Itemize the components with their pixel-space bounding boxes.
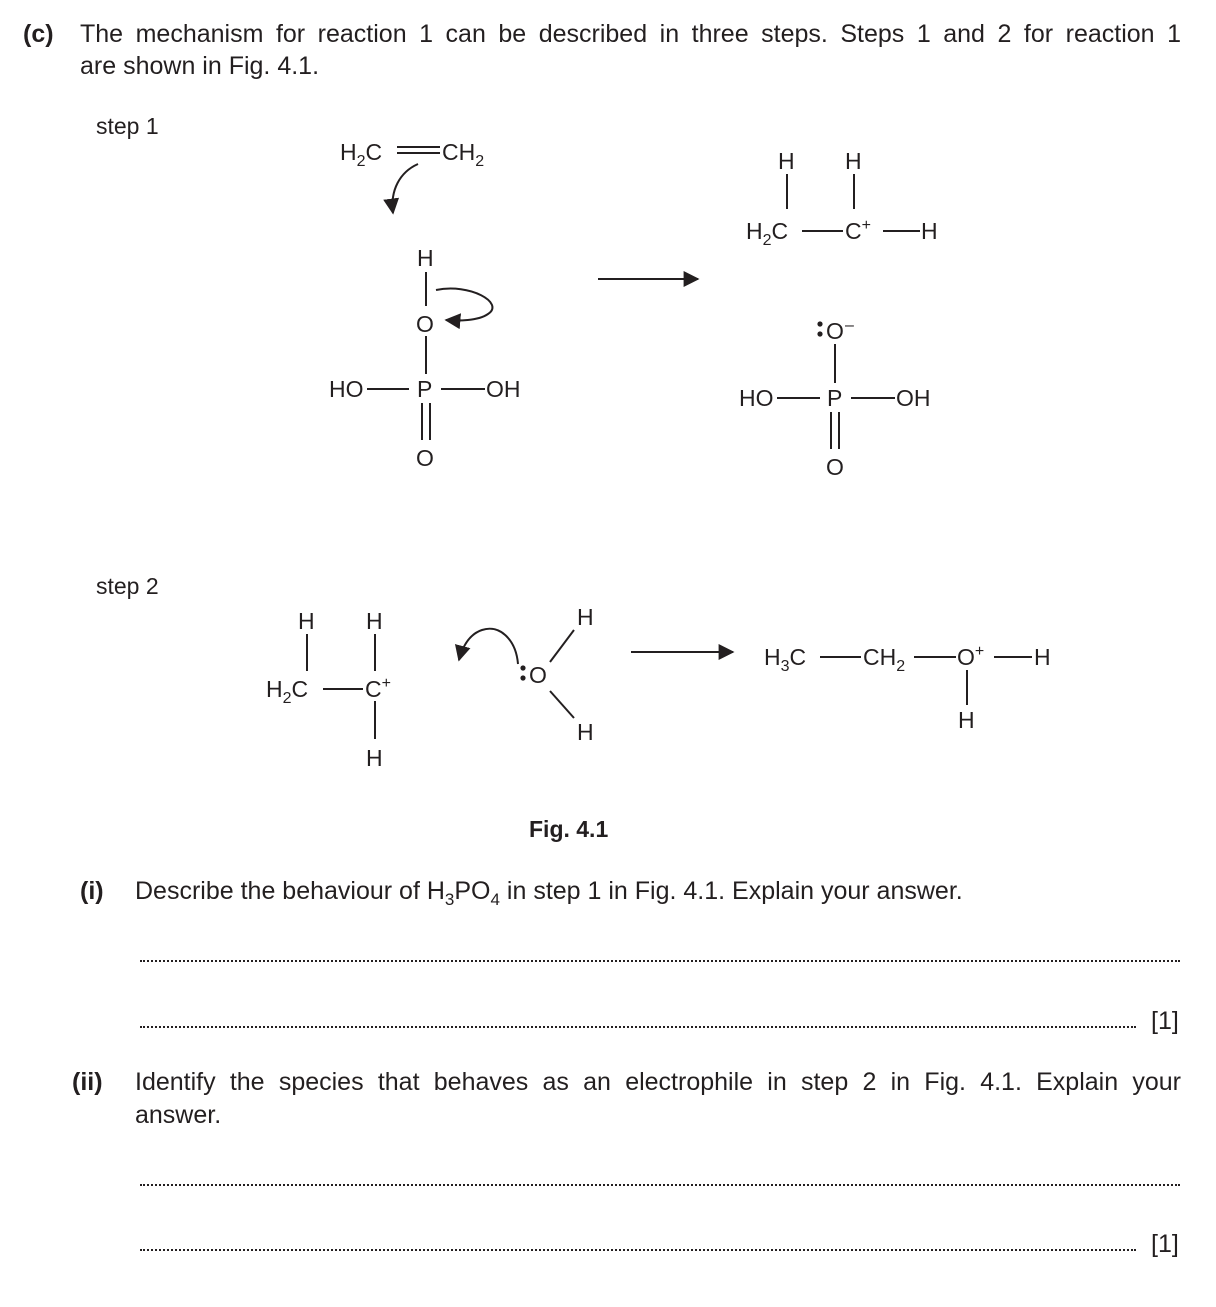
answer-line-i-2[interactable] — [140, 1026, 1136, 1028]
svg-text:OH: OH — [896, 385, 931, 411]
dihydrogen-phosphate-ion — [739, 317, 931, 480]
svg-text:H: H — [845, 148, 862, 174]
svg-text:H: H — [958, 707, 975, 733]
part-ii-marks: [1] — [1151, 1230, 1179, 1258]
svg-text:C+: C+ — [845, 217, 871, 244]
svg-text:H: H — [577, 719, 594, 745]
part-ii-line2: answer. — [135, 1101, 222, 1129]
svg-text:O+: O+ — [957, 643, 985, 670]
step1-label: step 1 — [96, 113, 159, 139]
phosphoric-acid-molecule — [329, 245, 521, 471]
answer-line-ii-2[interactable] — [140, 1249, 1136, 1251]
svg-text:HO: HO — [329, 376, 364, 402]
svg-text:H: H — [366, 608, 383, 634]
part-i-text-before: Describe the behaviour of — [135, 877, 427, 905]
svg-text:H3C: $H_3C$ — [764, 644, 807, 675]
part-c-line2: are shown in Fig. 4.1. — [80, 52, 320, 80]
ethyl-carbocation-reactant — [266, 608, 391, 771]
svg-text:H: H — [921, 218, 938, 244]
svg-text:H2C: $H_2C$ — [266, 676, 309, 707]
part-c-label: (c) — [23, 20, 54, 48]
part-ii-line1: Identify the species that behaves as an electrophile in step 2 in Fig. 4.1. Explain your — [135, 1068, 1181, 1096]
svg-text:–: – — [845, 317, 854, 334]
part-i-label: (i) — [80, 877, 104, 905]
svg-text:H: H — [1034, 644, 1051, 670]
part-ii-label: (ii) — [72, 1068, 103, 1096]
svg-text:O: O — [529, 662, 547, 688]
svg-text:CH2: $CH_2$ — [442, 139, 485, 170]
curly-arrow-pi-bond — [392, 164, 418, 213]
svg-text:H2C: $H_2C$ — [746, 218, 789, 249]
part-i-question — [135, 876, 963, 915]
figure-caption: Fig. 4.1 — [529, 816, 609, 842]
svg-text:P: P — [827, 385, 843, 411]
svg-text:CH2: $CH_2$ — [863, 644, 906, 675]
part-i-text-after: in step 1 in Fig. 4.1. Explain your answer. — [499, 877, 963, 905]
svg-text:C+: C+ — [365, 675, 391, 702]
svg-text:H: H — [366, 745, 383, 771]
protonated-ethanol-product — [764, 643, 1051, 733]
svg-text:O: O — [416, 311, 434, 337]
ethyl-carbocation-product — [746, 148, 938, 249]
curly-arrow-lone-pair — [459, 629, 518, 664]
ethene-molecule — [340, 139, 484, 170]
svg-text:H: H — [417, 245, 434, 271]
svg-text:OH: OH — [486, 376, 521, 402]
svg-text:H: H — [577, 604, 594, 630]
svg-text:HO: HO — [739, 385, 774, 411]
svg-text:H2C: $H_2C$ — [340, 139, 383, 170]
svg-text:O: O — [826, 318, 844, 344]
answer-line-ii-1[interactable] — [140, 1184, 1180, 1186]
svg-text:H: H — [298, 608, 315, 634]
h3po4-formula: $H_3PO_4$ — [426, 877, 500, 909]
water-molecule — [520, 604, 593, 745]
part-i-marks: [1] — [1151, 1007, 1179, 1035]
curly-arrow-oh-bond — [436, 289, 492, 321]
svg-text:O: O — [416, 445, 434, 471]
part-c-line1: The mechanism for reaction 1 can be described in three steps. Steps 1 and 2 for reaction 1 — [80, 20, 1181, 48]
svg-text:O: O — [826, 454, 844, 480]
svg-text:H: H — [778, 148, 795, 174]
answer-line-i-1[interactable] — [140, 960, 1180, 962]
svg-text:P: P — [417, 376, 433, 402]
step2-label: step 2 — [96, 573, 159, 599]
